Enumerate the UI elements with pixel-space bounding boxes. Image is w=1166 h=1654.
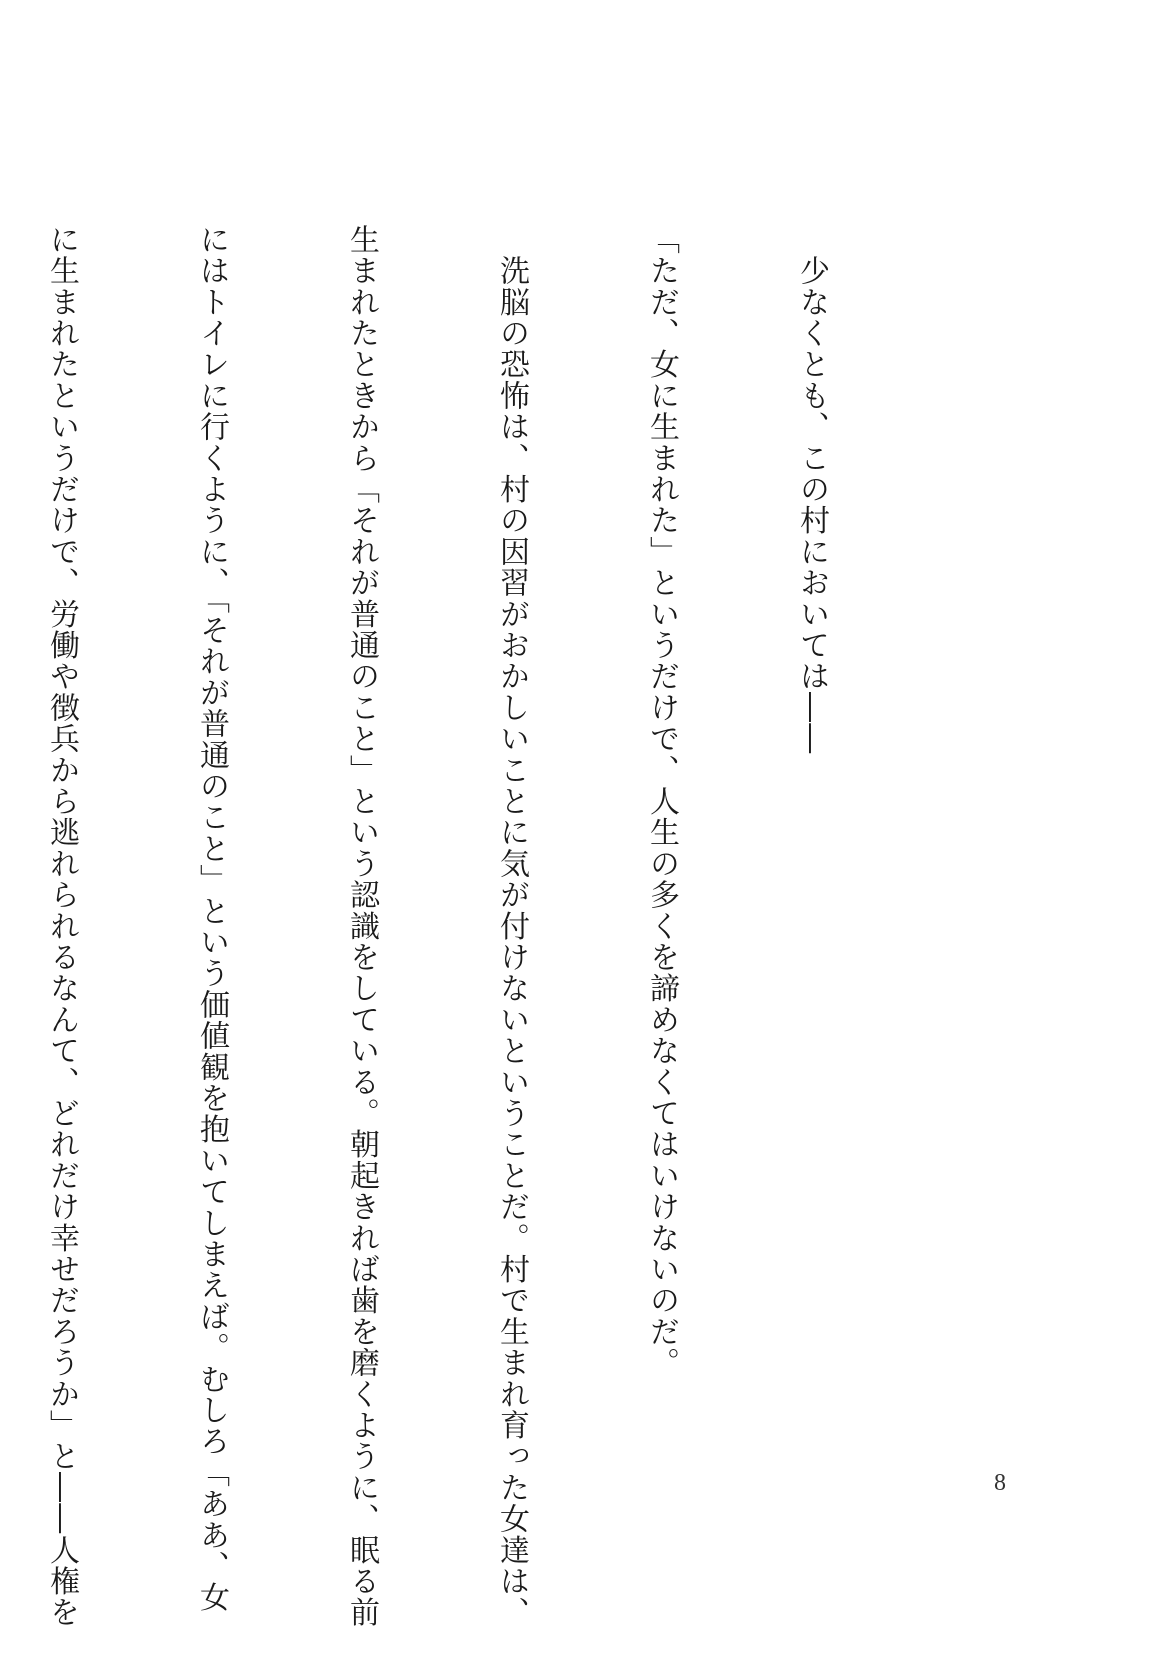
body-text <box>44 224 936 1628</box>
text-line: 「ただ、女に生まれた」というだけで、人生の多くを諦めなくてはいけないのだ。 <box>644 224 679 1379</box>
text-line: 洗脳の恐怖は、村の因習がおかしいことに気が付けないということだ。村で生まれ育った女達は、 <box>494 224 529 1628</box>
text-line: にはトイレに行くように、「それが普通のこと」という価値観を抱いてしまえば。むしろ「ああ、女 <box>194 224 229 1613</box>
text-line: に生まれたというだけで、労働や徴兵から逃れられるなんて、どれだけ幸せだろうか」と――人権を <box>44 224 79 1628</box>
text-line: 生まれたときから「それが普通のこと」という認識をしている。朝起きれば歯を磨くように、眠る前 <box>344 224 379 1628</box>
text-line: 少なくとも、この村においては―― <box>794 224 829 755</box>
page-number: 8 <box>994 1470 1006 1496</box>
